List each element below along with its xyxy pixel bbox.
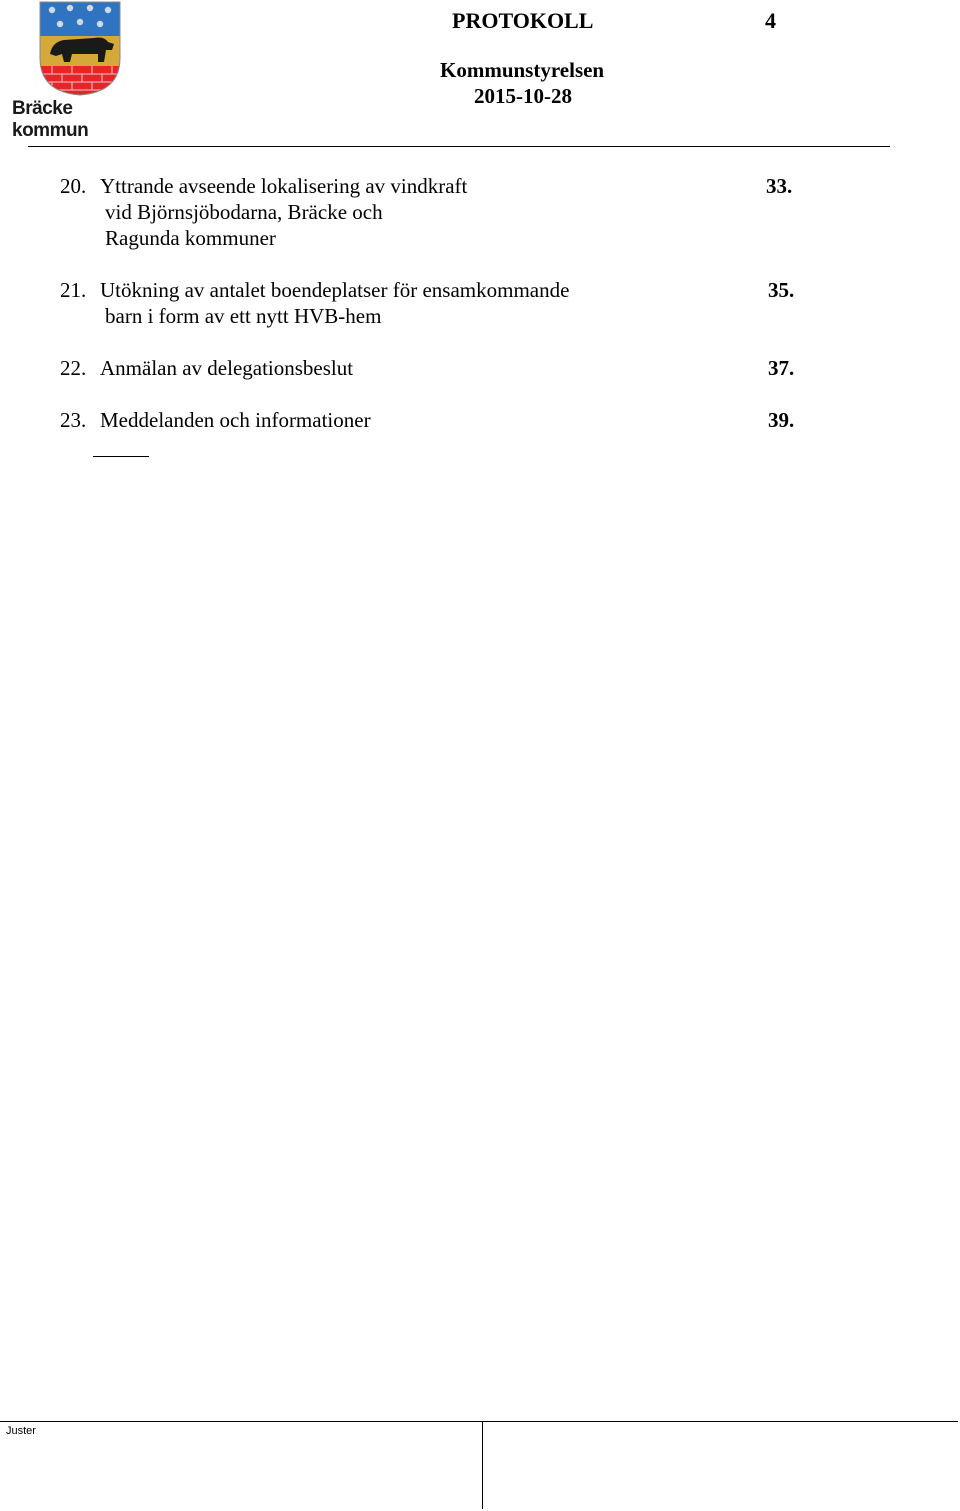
toc-item-line: Anmälan av delegationsbeslut — [100, 356, 354, 380]
toc-item-number: 23. — [60, 408, 87, 432]
municipality-logo — [12, 0, 148, 141]
toc-item-line: Meddelanden och informationer — [100, 408, 371, 432]
header-divider — [28, 146, 890, 147]
page-number: 4 — [765, 8, 776, 33]
toc-item-number: 21. — [60, 278, 87, 302]
document-title: PROTOKOLL — [452, 8, 594, 33]
toc-item-page: 35. — [768, 278, 795, 302]
footer-signature-label: Juster — [6, 1425, 36, 1437]
end-of-list-rule — [93, 456, 149, 457]
footer-divider — [0, 1421, 958, 1422]
toc-item-page: 37. — [768, 356, 795, 380]
toc-item-line: vid Björnsjöbodarna, Bräcke och — [105, 200, 383, 224]
toc-item-line: barn i form av ett nytt HVB-hem — [105, 304, 382, 328]
toc-item-line: Utökning av antalet boendeplatser för ensamkommande — [100, 278, 570, 302]
toc-item-line: Ragunda kommuner — [105, 226, 276, 250]
organization-name: Kommunstyrelsen — [440, 58, 605, 82]
logo-wordmark: Bräcke kommun — [12, 98, 89, 141]
toc-item-line: Yttrande avseende lokalisering av vindkraft — [100, 174, 468, 198]
toc-item-page: 39. — [768, 408, 795, 432]
toc-item-number: 20. — [60, 174, 87, 198]
coat-of-arms-icon — [38, 0, 122, 96]
toc-item-page: 33. — [766, 174, 793, 198]
footer-column-divider — [482, 1421, 483, 1509]
meeting-date: 2015-10-28 — [474, 84, 572, 108]
toc-item-number: 22. — [60, 356, 87, 380]
